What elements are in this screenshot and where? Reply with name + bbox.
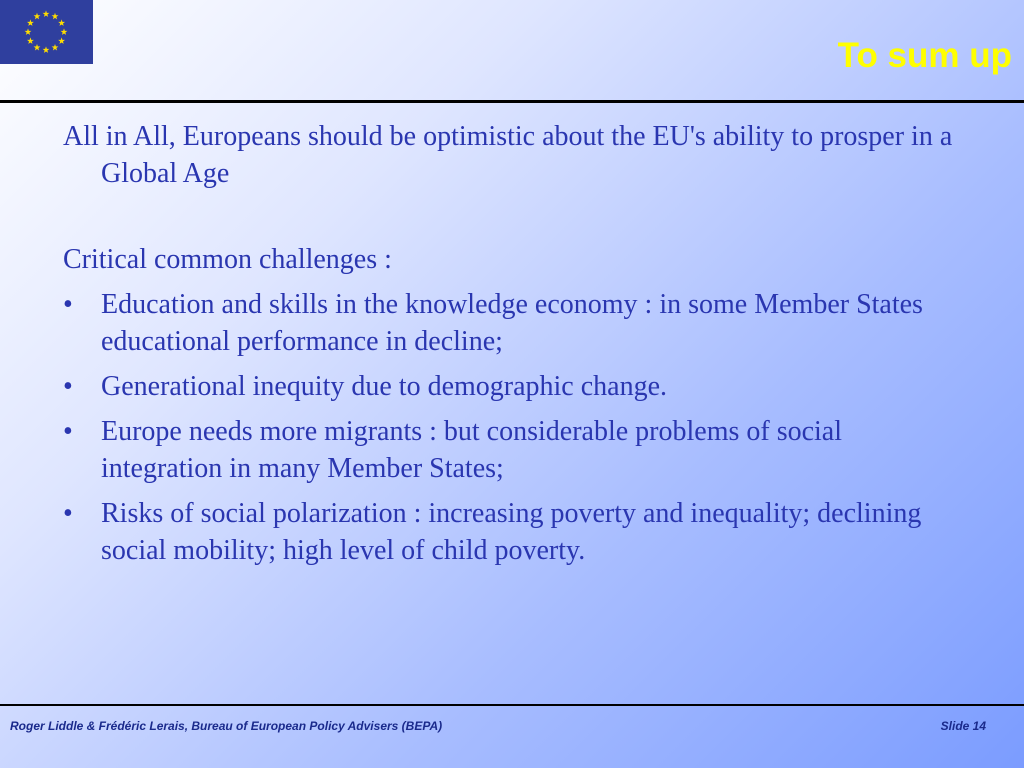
bullet-item — [63, 495, 963, 569]
bullet-item — [63, 368, 963, 405]
flag-star-icon — [43, 10, 50, 17]
eu-flag-icon — [0, 0, 93, 64]
flag-star-icon — [27, 19, 34, 26]
header-divider — [0, 100, 1024, 103]
bullet-marker: • — [63, 289, 73, 320]
flag-star-icon — [58, 37, 65, 44]
bullet-item — [63, 286, 963, 360]
bullet-marker: • — [63, 498, 73, 529]
bullet-marker: • — [63, 371, 73, 402]
slide-title: To sum up — [837, 36, 1012, 75]
slide-body — [63, 118, 963, 577]
flag-star-icon — [61, 28, 68, 35]
flag-star-icon — [25, 28, 32, 35]
flag-star-icon — [27, 37, 34, 44]
flag-star-icon — [43, 46, 50, 53]
bullet-text: Europe needs more migrants : but considerable problems of social integration in many Member States; — [101, 416, 843, 484]
bullet-marker: • — [63, 416, 73, 447]
flag-star-icon — [34, 13, 41, 20]
flag-star-icon — [58, 19, 65, 26]
bullet-text: Education and skills in the knowledge economy : in some Member States educational performance in decline; — [101, 289, 923, 357]
intro-paragraph: All in All, Europeans should be optimistic about the EU's ability to prosper in a Global Age — [63, 121, 953, 189]
bullet-item — [63, 413, 963, 487]
flag-star-icon — [34, 44, 41, 51]
flag-star-icon — [52, 13, 59, 20]
bullet-text: Risks of social polarization : increasing poverty and inequality; declining social mobility; high level of child poverty. — [101, 498, 922, 566]
flag-star-icon — [52, 44, 59, 51]
bullet-text: Generational inequity due to demographic change. — [101, 371, 668, 402]
slide-number: Slide 14 — [940, 719, 986, 733]
footer-divider — [0, 704, 1024, 706]
footer-authors: Roger Liddle & Frédéric Lerais, Bureau of European Policy Advisers (BEPA) — [10, 719, 443, 733]
challenges-heading: Critical common challenges : — [63, 244, 392, 275]
